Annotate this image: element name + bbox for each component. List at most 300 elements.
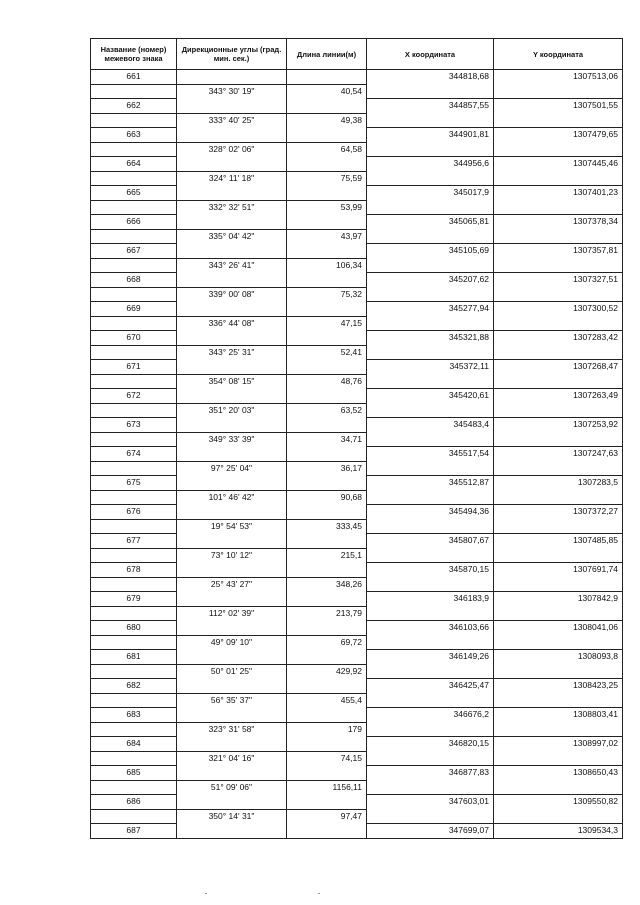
table-row <box>91 780 623 795</box>
mark-number: 667 <box>91 244 177 259</box>
empty-cell <box>494 809 623 824</box>
scan-speck <box>318 893 320 894</box>
empty-cell <box>494 432 623 447</box>
empty-cell <box>177 244 287 259</box>
empty-cell <box>367 316 494 331</box>
empty-cell <box>287 563 367 578</box>
empty-cell <box>287 128 367 143</box>
mark-number: 674 <box>91 447 177 462</box>
x-coordinate: 345105,69 <box>367 244 494 259</box>
table-row <box>91 113 623 128</box>
mark-number: 672 <box>91 389 177 404</box>
empty-cell <box>177 389 287 404</box>
y-coordinate: 1307247,63 <box>494 447 623 462</box>
empty-cell <box>91 693 177 708</box>
direction-angle: 19° 54' 53" <box>177 519 287 534</box>
mark-number: 687 <box>91 824 177 839</box>
empty-cell <box>287 737 367 752</box>
empty-cell <box>287 418 367 433</box>
table-row <box>91 737 623 752</box>
x-coordinate: 345277,94 <box>367 302 494 317</box>
empty-cell <box>367 374 494 389</box>
mark-number: 670 <box>91 331 177 346</box>
table-row <box>91 418 623 433</box>
direction-angle: 50° 01' 25" <box>177 664 287 679</box>
x-coordinate: 346877,83 <box>367 766 494 781</box>
table-row <box>91 287 623 302</box>
mark-number: 662 <box>91 99 177 114</box>
empty-cell <box>91 258 177 273</box>
table-row <box>91 824 623 839</box>
empty-cell <box>494 142 623 157</box>
table-row <box>91 751 623 766</box>
mark-number: 676 <box>91 505 177 520</box>
empty-cell <box>287 621 367 636</box>
empty-cell <box>494 258 623 273</box>
empty-cell <box>91 374 177 389</box>
boundary-coordinates-table <box>90 38 623 839</box>
direction-angle: 349° 33' 39" <box>177 432 287 447</box>
x-coordinate: 345017,9 <box>367 186 494 201</box>
empty-cell <box>91 780 177 795</box>
empty-cell <box>287 766 367 781</box>
y-coordinate: 1309550,82 <box>494 795 623 810</box>
y-coordinate: 1307300,52 <box>494 302 623 317</box>
x-coordinate: 345420,61 <box>367 389 494 404</box>
table-row <box>91 70 623 85</box>
empty-cell <box>367 432 494 447</box>
x-coordinate: 345870,15 <box>367 563 494 578</box>
y-coordinate: 1309534,3 <box>494 824 623 839</box>
empty-cell <box>494 722 623 737</box>
line-length: 1156,11 <box>287 780 367 795</box>
x-coordinate: 347603,01 <box>367 795 494 810</box>
y-coordinate: 1307283,42 <box>494 331 623 346</box>
y-coordinate: 1307479,65 <box>494 128 623 143</box>
table-row <box>91 722 623 737</box>
empty-cell <box>494 577 623 592</box>
empty-cell <box>287 360 367 375</box>
empty-cell <box>494 374 623 389</box>
table-row <box>91 171 623 186</box>
table-row <box>91 432 623 447</box>
table-row <box>91 273 623 288</box>
y-coordinate: 1308041,06 <box>494 621 623 636</box>
empty-cell <box>91 113 177 128</box>
empty-cell <box>177 302 287 317</box>
table-row <box>91 215 623 230</box>
x-coordinate: 345321,88 <box>367 331 494 346</box>
empty-cell <box>91 606 177 621</box>
empty-cell <box>177 563 287 578</box>
empty-cell <box>494 606 623 621</box>
header-x-coordinate: X координата <box>367 39 494 70</box>
empty-cell <box>367 113 494 128</box>
empty-cell <box>177 766 287 781</box>
table-row <box>91 577 623 592</box>
direction-angle: 332° 32' 51" <box>177 200 287 215</box>
table-row <box>91 693 623 708</box>
empty-cell <box>91 200 177 215</box>
empty-cell <box>367 200 494 215</box>
table-row <box>91 244 623 259</box>
mark-number: 681 <box>91 650 177 665</box>
empty-cell <box>287 99 367 114</box>
empty-cell <box>367 345 494 360</box>
table-row <box>91 302 623 317</box>
table-row <box>91 157 623 172</box>
empty-cell <box>494 490 623 505</box>
empty-cell <box>367 229 494 244</box>
table-row <box>91 186 623 201</box>
header-line-length: Длина линии(м) <box>287 39 367 70</box>
y-coordinate: 1308423,25 <box>494 679 623 694</box>
line-length: 215,1 <box>287 548 367 563</box>
empty-cell <box>494 316 623 331</box>
line-length: 75,32 <box>287 287 367 302</box>
table-row <box>91 505 623 520</box>
direction-angle: 339° 00' 08" <box>177 287 287 302</box>
empty-cell <box>367 693 494 708</box>
mark-number: 677 <box>91 534 177 549</box>
empty-cell <box>367 490 494 505</box>
table-row <box>91 795 623 810</box>
empty-cell <box>494 664 623 679</box>
direction-angle: 335° 04' 42" <box>177 229 287 244</box>
y-coordinate: 1308803,41 <box>494 708 623 723</box>
empty-cell <box>287 331 367 346</box>
mark-number: 680 <box>91 621 177 636</box>
empty-cell <box>91 751 177 766</box>
empty-cell <box>177 679 287 694</box>
empty-cell <box>91 229 177 244</box>
direction-angle: 73° 10' 12" <box>177 548 287 563</box>
empty-cell <box>494 200 623 215</box>
empty-cell <box>177 331 287 346</box>
empty-cell <box>177 824 287 839</box>
line-length: 63,52 <box>287 403 367 418</box>
y-coordinate: 1307263,49 <box>494 389 623 404</box>
empty-cell <box>367 258 494 273</box>
direction-angle: 343° 25' 31" <box>177 345 287 360</box>
x-coordinate: 344956,6 <box>367 157 494 172</box>
empty-cell <box>177 447 287 462</box>
empty-cell <box>287 534 367 549</box>
direction-angle: 333° 40' 25" <box>177 113 287 128</box>
table-row <box>91 447 623 462</box>
empty-cell <box>367 809 494 824</box>
mark-number: 675 <box>91 476 177 491</box>
empty-cell <box>177 795 287 810</box>
mark-number: 671 <box>91 360 177 375</box>
empty-cell <box>287 824 367 839</box>
empty-cell <box>494 635 623 650</box>
empty-cell <box>494 751 623 766</box>
y-coordinate: 1308997,02 <box>494 737 623 752</box>
direction-angle: 56° 35' 37" <box>177 693 287 708</box>
x-coordinate: 344901,81 <box>367 128 494 143</box>
empty-cell <box>367 664 494 679</box>
empty-cell <box>494 84 623 99</box>
empty-cell <box>177 99 287 114</box>
direction-angle: 49° 09' 10" <box>177 635 287 650</box>
empty-cell <box>177 650 287 665</box>
empty-cell <box>177 157 287 172</box>
y-coordinate: 1307283,5 <box>494 476 623 491</box>
line-length: 213,79 <box>287 606 367 621</box>
y-coordinate: 1307401,23 <box>494 186 623 201</box>
line-length: 49,38 <box>287 113 367 128</box>
empty-cell <box>494 171 623 186</box>
table-row <box>91 360 623 375</box>
line-length: 97,47 <box>287 809 367 824</box>
y-coordinate: 1307445,46 <box>494 157 623 172</box>
empty-cell <box>177 708 287 723</box>
direction-angle: 343° 26' 41" <box>177 258 287 273</box>
y-coordinate: 1307253,92 <box>494 418 623 433</box>
empty-cell <box>91 142 177 157</box>
empty-cell <box>287 186 367 201</box>
table-row <box>91 534 623 549</box>
table-row <box>91 519 623 534</box>
y-coordinate: 1307268,47 <box>494 360 623 375</box>
table-row <box>91 374 623 389</box>
empty-cell <box>367 751 494 766</box>
empty-cell <box>287 679 367 694</box>
empty-cell <box>177 215 287 230</box>
line-length: 179 <box>287 722 367 737</box>
table-row <box>91 592 623 607</box>
table-row <box>91 461 623 476</box>
empty-cell <box>494 548 623 563</box>
empty-cell <box>367 606 494 621</box>
mark-number: 665 <box>91 186 177 201</box>
mark-number: 666 <box>91 215 177 230</box>
empty-cell <box>494 780 623 795</box>
direction-angle: 324° 11' 18" <box>177 171 287 186</box>
empty-cell <box>494 345 623 360</box>
x-coordinate: 344818,68 <box>367 70 494 85</box>
empty-cell <box>91 722 177 737</box>
empty-cell <box>287 505 367 520</box>
y-coordinate: 1307691,74 <box>494 563 623 578</box>
empty-cell <box>287 795 367 810</box>
empty-cell <box>287 302 367 317</box>
empty-cell <box>287 650 367 665</box>
empty-cell <box>91 403 177 418</box>
empty-cell <box>177 592 287 607</box>
table-body <box>91 70 623 839</box>
empty-cell <box>287 157 367 172</box>
table-row <box>91 708 623 723</box>
empty-cell <box>494 229 623 244</box>
mark-number: 663 <box>91 128 177 143</box>
line-length: 429,92 <box>287 664 367 679</box>
empty-cell <box>494 519 623 534</box>
empty-cell <box>91 809 177 824</box>
y-coordinate: 1308650,43 <box>494 766 623 781</box>
coordinate-table-sheet <box>90 38 622 839</box>
line-length: 75,59 <box>287 171 367 186</box>
empty-cell <box>287 215 367 230</box>
y-coordinate: 1307842,9 <box>494 592 623 607</box>
empty-cell <box>91 316 177 331</box>
mark-number: 682 <box>91 679 177 694</box>
table-row <box>91 128 623 143</box>
mark-number: 683 <box>91 708 177 723</box>
empty-cell <box>177 186 287 201</box>
table-row <box>91 200 623 215</box>
direction-angle: 51° 09' 06" <box>177 780 287 795</box>
table-row <box>91 316 623 331</box>
y-coordinate: 1307357,81 <box>494 244 623 259</box>
direction-angle: 336° 44' 08" <box>177 316 287 331</box>
line-length: 36,17 <box>287 461 367 476</box>
direction-angle: 101° 46' 42" <box>177 490 287 505</box>
x-coordinate: 346103,66 <box>367 621 494 636</box>
empty-cell <box>91 171 177 186</box>
empty-cell <box>367 142 494 157</box>
empty-cell <box>367 577 494 592</box>
y-coordinate: 1308093,8 <box>494 650 623 665</box>
empty-cell <box>91 490 177 505</box>
table-row <box>91 389 623 404</box>
mark-number: 673 <box>91 418 177 433</box>
empty-cell <box>177 621 287 636</box>
y-coordinate: 1307513,06 <box>494 70 623 85</box>
empty-cell <box>287 70 367 85</box>
table-row <box>91 490 623 505</box>
table-row <box>91 142 623 157</box>
table-row <box>91 679 623 694</box>
empty-cell <box>177 534 287 549</box>
empty-cell <box>367 171 494 186</box>
x-coordinate: 346425,47 <box>367 679 494 694</box>
empty-cell <box>91 432 177 447</box>
table-row <box>91 476 623 491</box>
x-coordinate: 347699,07 <box>367 824 494 839</box>
mark-number: 668 <box>91 273 177 288</box>
mark-number: 664 <box>91 157 177 172</box>
table-row <box>91 403 623 418</box>
line-length: 40,54 <box>287 84 367 99</box>
table-row <box>91 258 623 273</box>
line-length: 74,15 <box>287 751 367 766</box>
empty-cell <box>494 113 623 128</box>
empty-cell <box>177 505 287 520</box>
empty-cell <box>494 403 623 418</box>
line-length: 90,68 <box>287 490 367 505</box>
line-length: 53,99 <box>287 200 367 215</box>
line-length: 64,58 <box>287 142 367 157</box>
table-row <box>91 606 623 621</box>
empty-cell <box>367 287 494 302</box>
empty-cell <box>177 70 287 85</box>
y-coordinate: 1307378,34 <box>494 215 623 230</box>
table-row <box>91 635 623 650</box>
table-header-row <box>91 39 623 70</box>
empty-cell <box>91 664 177 679</box>
x-coordinate: 345207,62 <box>367 273 494 288</box>
table-row <box>91 99 623 114</box>
direction-angle: 351° 20' 03" <box>177 403 287 418</box>
line-length: 455,4 <box>287 693 367 708</box>
y-coordinate: 1307501,55 <box>494 99 623 114</box>
empty-cell <box>367 780 494 795</box>
x-coordinate: 345517,54 <box>367 447 494 462</box>
direction-angle: 354° 08' 15" <box>177 374 287 389</box>
empty-cell <box>367 84 494 99</box>
x-coordinate: 346676,2 <box>367 708 494 723</box>
mark-number: 679 <box>91 592 177 607</box>
empty-cell <box>287 708 367 723</box>
empty-cell <box>287 447 367 462</box>
y-coordinate: 1307485,85 <box>494 534 623 549</box>
direction-angle: 112° 02' 39" <box>177 606 287 621</box>
empty-cell <box>91 287 177 302</box>
mark-number: 685 <box>91 766 177 781</box>
line-length: 52,41 <box>287 345 367 360</box>
empty-cell <box>494 693 623 708</box>
empty-cell <box>177 737 287 752</box>
empty-cell <box>91 635 177 650</box>
header-mark-name: Название (номер) межевого знака <box>91 39 177 70</box>
mark-number: 669 <box>91 302 177 317</box>
table-row <box>91 563 623 578</box>
empty-cell <box>287 592 367 607</box>
empty-cell <box>91 345 177 360</box>
x-coordinate: 346183,9 <box>367 592 494 607</box>
direction-angle: 343° 30' 19" <box>177 84 287 99</box>
x-coordinate: 345065,81 <box>367 215 494 230</box>
empty-cell <box>177 128 287 143</box>
x-coordinate: 345494,36 <box>367 505 494 520</box>
mark-number: 686 <box>91 795 177 810</box>
empty-cell <box>367 722 494 737</box>
line-length: 47,15 <box>287 316 367 331</box>
line-length: 48,76 <box>287 374 367 389</box>
empty-cell <box>177 476 287 491</box>
y-coordinate: 1307327,51 <box>494 273 623 288</box>
scan-speck <box>205 893 207 894</box>
empty-cell <box>367 461 494 476</box>
x-coordinate: 346149,26 <box>367 650 494 665</box>
mark-number: 684 <box>91 737 177 752</box>
empty-cell <box>91 548 177 563</box>
y-coordinate: 1307372,27 <box>494 505 623 520</box>
x-coordinate: 345372,11 <box>367 360 494 375</box>
table-row <box>91 345 623 360</box>
table-row <box>91 650 623 665</box>
table-row <box>91 809 623 824</box>
line-length: 43,97 <box>287 229 367 244</box>
table-row <box>91 664 623 679</box>
empty-cell <box>494 287 623 302</box>
empty-cell <box>177 418 287 433</box>
table-row <box>91 548 623 563</box>
empty-cell <box>287 273 367 288</box>
line-length: 34,71 <box>287 432 367 447</box>
table-row <box>91 331 623 346</box>
empty-cell <box>91 84 177 99</box>
line-length: 106,34 <box>287 258 367 273</box>
header-y-coordinate: Y координата <box>494 39 623 70</box>
empty-cell <box>367 403 494 418</box>
line-length: 348,26 <box>287 577 367 592</box>
x-coordinate: 344857,55 <box>367 99 494 114</box>
empty-cell <box>367 635 494 650</box>
table-row <box>91 229 623 244</box>
